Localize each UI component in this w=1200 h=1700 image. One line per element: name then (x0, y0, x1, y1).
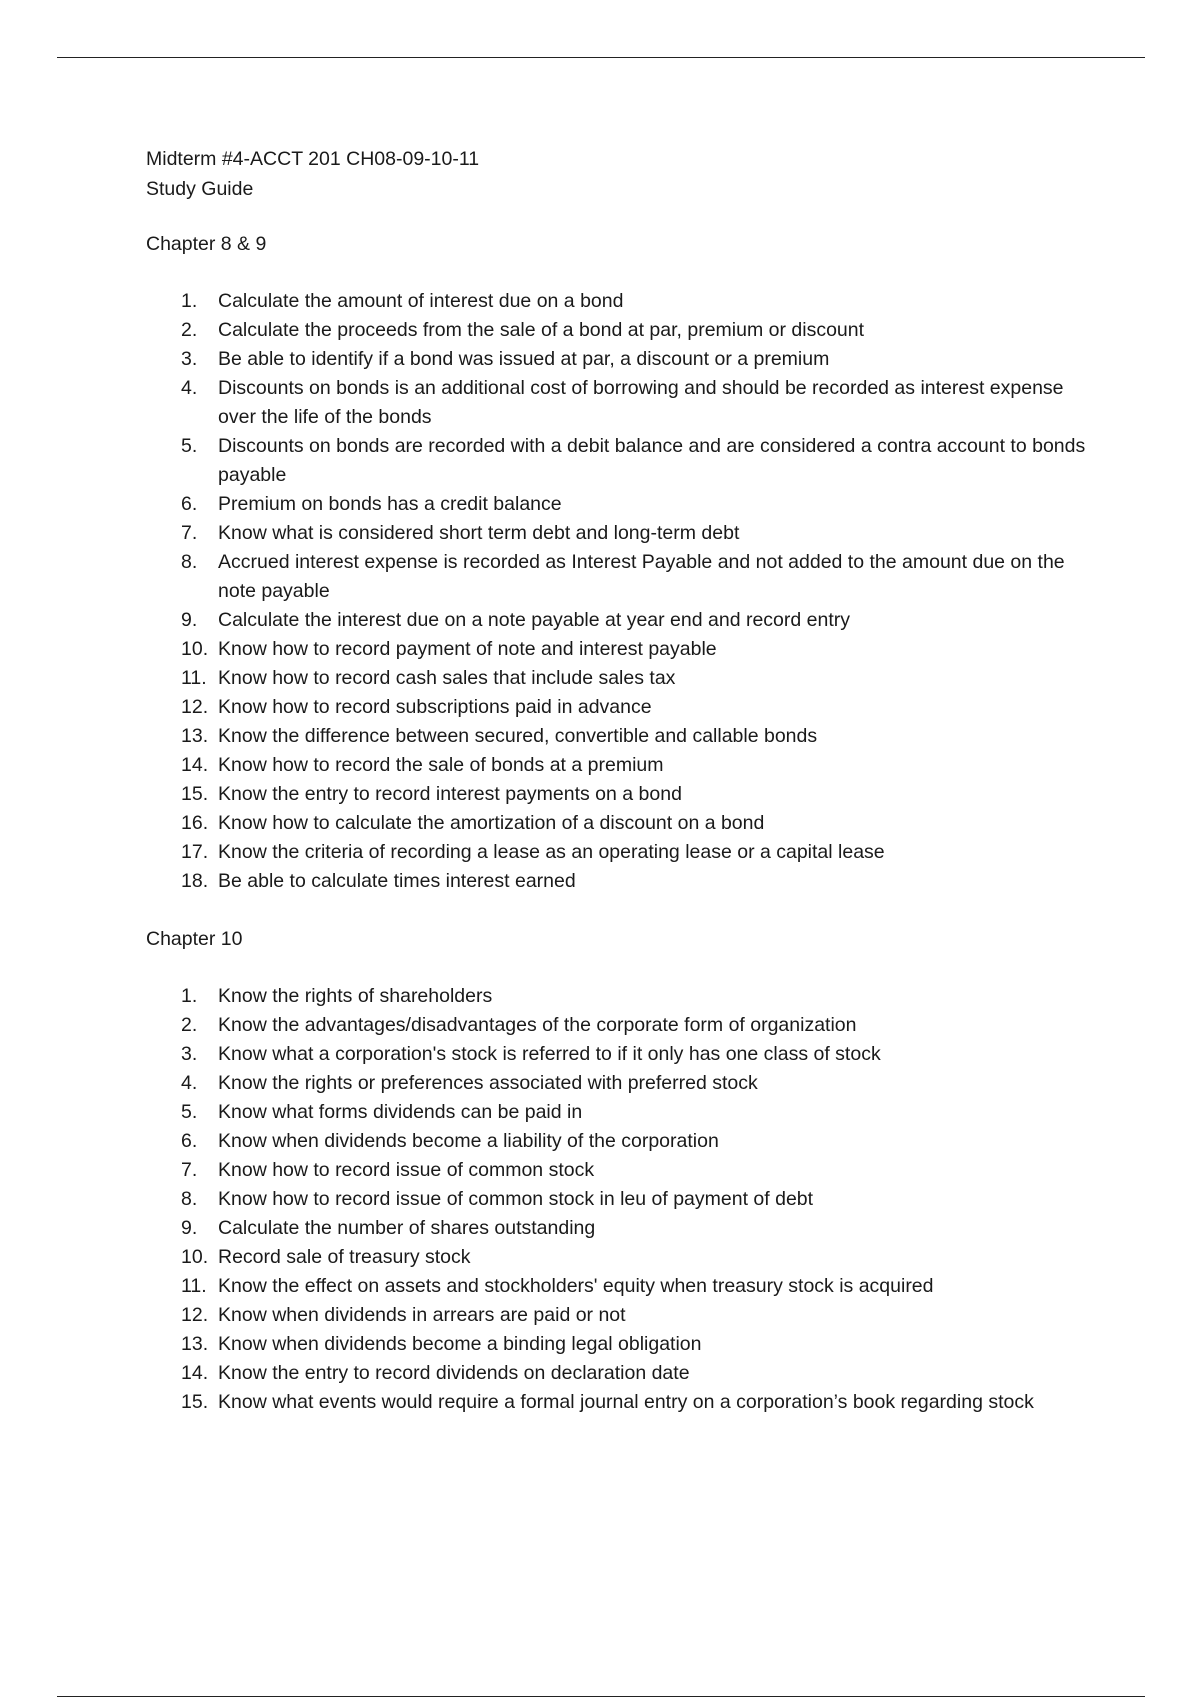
list-item (146, 1127, 1106, 1156)
list-item-number: 5. (181, 1101, 198, 1123)
list-item-text: Know what forms dividends can be paid in (218, 1101, 583, 1123)
top-rule (57, 57, 1145, 58)
list-item-text: Know the rights or preferences associated with preferred stock (218, 1072, 758, 1094)
list-item-text: Know the criteria of recording a lease as an operating lease or a capital lease (218, 841, 885, 863)
list-item (146, 1301, 1106, 1330)
list-item (146, 1243, 1106, 1272)
list-item-number: 11. (181, 1275, 207, 1297)
list-item (146, 780, 1106, 809)
list-item-number: 18. (181, 870, 209, 892)
list-item-text: Calculate the interest due on a note payable at year end and record entry (218, 609, 850, 631)
document-subtitle: Study Guide (146, 178, 254, 200)
list-item (146, 635, 1106, 664)
list-item-text: Know when dividends in arrears are paid or not (218, 1304, 626, 1326)
list-item-text: Know the entry to record interest payments on a bond (218, 783, 682, 805)
document-title: Midterm #4-ACCT 201 CH08-09-10-11 (146, 148, 480, 170)
list-item-number: 15. (181, 1391, 209, 1413)
list-item-text: Know what events would require a formal journal entry on a corporation’s book regarding stock (218, 1391, 1034, 1413)
list-item-number: 2. (181, 1014, 198, 1036)
list-item (146, 1011, 1106, 1040)
bottom-rule (57, 1696, 1145, 1697)
list-item-number: 2. (181, 319, 198, 341)
list-item-text: Discounts on bonds are recorded with a debit balance and are considered a contra account to bonds payable (218, 435, 1086, 486)
list-item-text: Premium on bonds has a credit balance (218, 493, 562, 515)
list-item (146, 432, 1106, 490)
list-item-number: 16. (181, 812, 209, 834)
list-item-number: 13. (181, 1333, 209, 1355)
list-item (146, 982, 1106, 1011)
list-item-text: Know when dividends become a liability of the corporation (218, 1130, 719, 1152)
list-item-text: Know how to record issue of common stock (218, 1159, 595, 1181)
list-item-number: 1. (181, 290, 198, 312)
list-item-text: Know the entry to record dividends on declaration date (218, 1362, 690, 1384)
list-item-text: Know how to record the sale of bonds at a premium (218, 754, 664, 776)
list-item (146, 490, 1106, 519)
list-item-text: Know the advantages/disadvantages of the corporate form of organization (218, 1014, 857, 1036)
list-item (146, 345, 1106, 374)
list-item (146, 316, 1106, 345)
list-item-text: Accrued interest expense is recorded as Interest Payable and not added to the amount due on the note payable (218, 551, 1065, 602)
document-body (146, 144, 1106, 1417)
list-item-number: 17. (181, 841, 209, 863)
list-item-number: 9. (181, 609, 198, 631)
list-item-number: 8. (181, 1188, 198, 1210)
list-item-number: 7. (181, 1159, 198, 1181)
list-item-text: Know how to record payment of note and interest payable (218, 638, 717, 660)
chapter-8-9-list (146, 287, 1106, 896)
list-item (146, 519, 1106, 548)
list-item (146, 1185, 1106, 1214)
list-item-number: 6. (181, 1130, 198, 1152)
list-item (146, 1359, 1106, 1388)
list-item-text: Record sale of treasury stock (218, 1246, 471, 1268)
list-item-text: Discounts on bonds is an additional cost of borrowing and should be recorded as interest expense over the life of the bonds (218, 377, 1064, 428)
list-item-number: 10. (181, 638, 209, 660)
list-item-text: Know the difference between secured, convertible and callable bonds (218, 725, 818, 747)
list-item-text: Know how to record issue of common stock in leu of payment of debt (218, 1188, 814, 1210)
list-item-number: 12. (181, 1304, 209, 1326)
list-item (146, 1214, 1106, 1243)
list-item-text: Know how to record cash sales that include sales tax (218, 667, 676, 689)
list-item (146, 1330, 1106, 1359)
list-item-number: 11. (181, 667, 207, 689)
list-item (146, 838, 1106, 867)
list-item-text: Know when dividends become a binding legal obligation (218, 1333, 702, 1355)
list-item-text: Be able to identify if a bond was issued at par, a discount or a premium (218, 348, 830, 370)
list-item (146, 1388, 1106, 1417)
list-item-number: 3. (181, 348, 198, 370)
list-item-number: 14. (181, 1362, 209, 1384)
list-item-number: 7. (181, 522, 198, 544)
list-item (146, 1156, 1106, 1185)
list-item-number: 10. (181, 1246, 209, 1268)
list-item-text: Know how to record subscriptions paid in advance (218, 696, 652, 718)
list-item-text: Know what is considered short term debt and long-term debt (218, 522, 740, 544)
list-item-text: Know what a corporation's stock is referred to if it only has one class of stock (218, 1043, 881, 1065)
list-item (146, 1069, 1106, 1098)
list-item-number: 15. (181, 783, 209, 805)
list-item (146, 751, 1106, 780)
list-item-number: 9. (181, 1217, 198, 1239)
list-item-text: Calculate the proceeds from the sale of a bond at par, premium or discount (218, 319, 865, 341)
list-item-number: 5. (181, 435, 198, 457)
chapter-10-list (146, 982, 1106, 1417)
list-item (146, 867, 1106, 896)
list-item (146, 606, 1106, 635)
list-item-text: Calculate the number of shares outstanding (218, 1217, 596, 1239)
list-item (146, 287, 1106, 316)
list-item (146, 664, 1106, 693)
list-item-text: Know how to calculate the amortization of a discount on a bond (218, 812, 765, 834)
list-item-text: Know the rights of shareholders (218, 985, 493, 1007)
list-item-number: 14. (181, 754, 209, 776)
list-item (146, 693, 1106, 722)
list-item (146, 722, 1106, 751)
list-item-text: Calculate the amount of interest due on a bond (218, 290, 624, 312)
list-item-text: Know the effect on assets and stockholders' equity when treasury stock is acquired (218, 1275, 934, 1297)
list-item-number: 3. (181, 1043, 198, 1065)
list-item-number: 8. (181, 551, 198, 573)
list-item-number: 4. (181, 1072, 198, 1094)
list-item (146, 1040, 1106, 1069)
list-item (146, 1272, 1106, 1301)
list-item (146, 374, 1106, 432)
list-item-number: 4. (181, 377, 198, 399)
list-item-number: 1. (181, 985, 198, 1007)
list-item-text: Be able to calculate times interest earned (218, 870, 576, 892)
list-item-number: 13. (181, 725, 209, 747)
section-heading-chapter-8-9: Chapter 8 & 9 (146, 233, 267, 255)
list-item-number: 6. (181, 493, 198, 515)
list-item (146, 548, 1106, 606)
list-item (146, 809, 1106, 838)
list-item (146, 1098, 1106, 1127)
section-heading-chapter-10: Chapter 10 (146, 928, 243, 950)
list-item-number: 12. (181, 696, 209, 718)
